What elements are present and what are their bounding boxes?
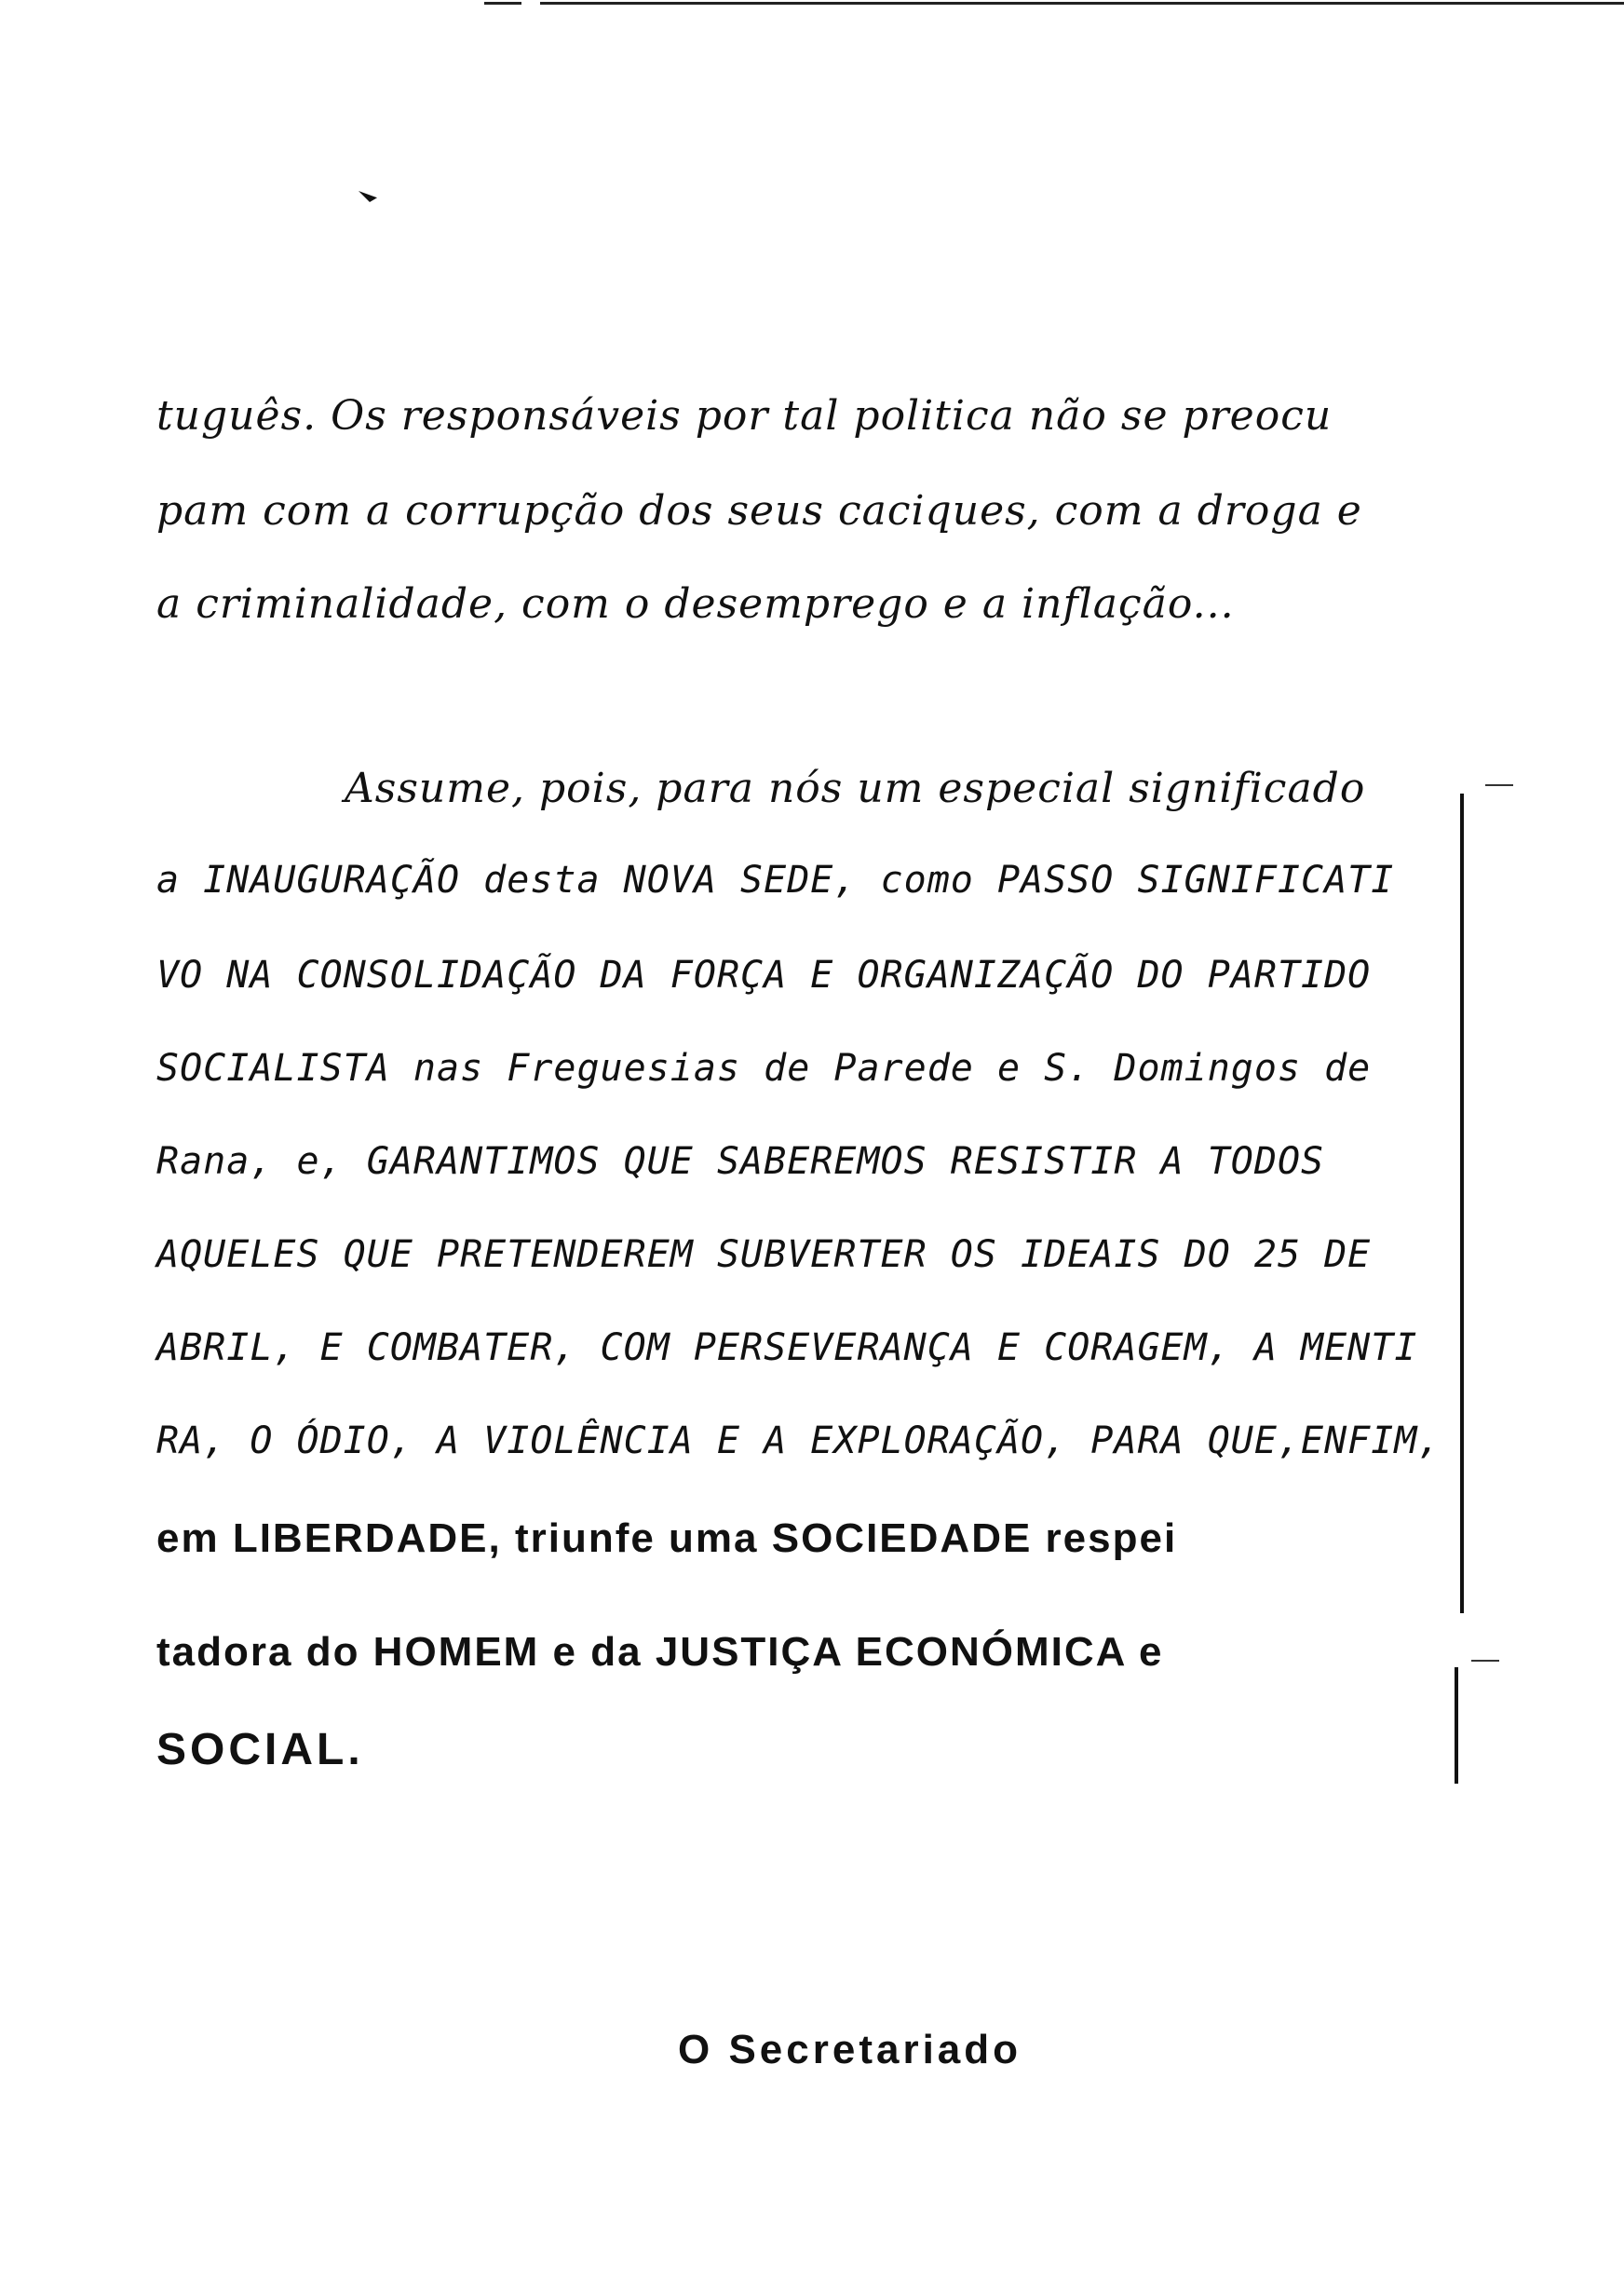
signature: O Secretariado — [678, 2027, 1022, 2072]
paragraph2-line7: ABRIL, E COMBATER, COM PERSEVERANÇA E CORAGEM, A MENTI — [156, 1326, 1418, 1369]
paragraph1-line3: a criminalidade, com o desemprego e a inflação... — [156, 580, 1235, 628]
paragraph2-line3: VO NA CONSOLIDAÇÃO DA FORÇA E ORGANIZAÇÃO DO PARTIDO — [156, 954, 1372, 997]
paragraph1-line2: pam com a corrupção dos seus caciques, com a droga e — [156, 487, 1362, 535]
paragraph1-line1: tuguês. Os responsáveis por tal politica não se preocu — [156, 392, 1333, 440]
paragraph2-line10: tadora do HOMEM e da JUSTIÇA ECONÓMICA e — [156, 1629, 1164, 1675]
margin-tick-lower — [1471, 1660, 1499, 1662]
paragraph2-line5: Rana, e, GARANTIMOS QUE SABEREMOS RESISTIR A TODOS — [156, 1140, 1325, 1183]
margin-tick-upper — [1485, 784, 1513, 786]
scan-edge-gap — [521, 2, 540, 5]
scan-edge-rule — [484, 2, 1624, 5]
paragraph2-line8: RA, O ÓDIO, A VIOLÊNCIA E A EXPLORAÇÃO, PARA QUE,ENFIM, — [156, 1419, 1441, 1462]
paragraph2-line11: SOCIAL. — [156, 1725, 364, 1774]
paragraph2-line2: a INAUGURAÇÃO desta NOVA SEDE, como PASSO SIGNIFICATI — [156, 859, 1395, 902]
paragraph2-line9: em LIBERDADE, triunfe uma SOCIEDADE respei — [156, 1515, 1178, 1561]
scan-mark — [359, 191, 377, 202]
margin-bar-upper — [1460, 794, 1464, 1613]
paragraph2-line1: Assume, pois, para nós um especial significado — [345, 765, 1366, 812]
paragraph2-line4: SOCIALISTA nas Freguesias de Parede e S. Domingos de — [156, 1047, 1372, 1090]
margin-bar-lower — [1455, 1667, 1458, 1784]
paragraph2-line6: AQUELES QUE PRETENDEREM SUBVERTER OS IDEAIS DO 25 DE — [156, 1233, 1372, 1276]
